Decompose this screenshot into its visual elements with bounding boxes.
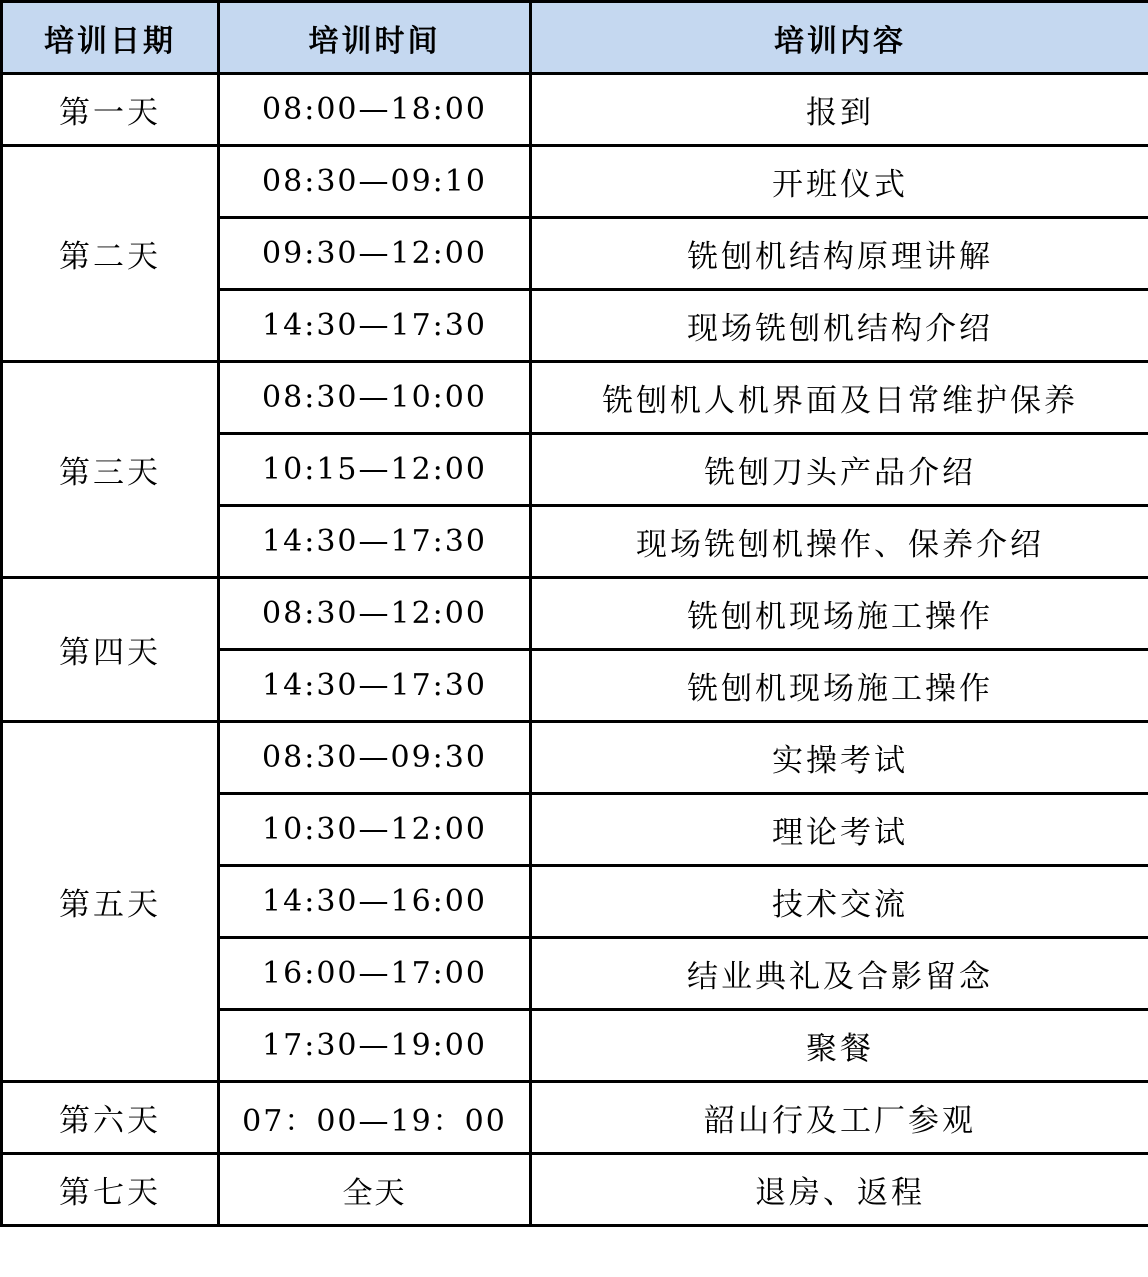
session-content: 铣刨机结构原理讲解: [531, 218, 1148, 290]
table-row: [2, 146, 1148, 218]
day-label: 第五天: [2, 722, 219, 1082]
session-time: 08:30—12:00: [219, 578, 531, 650]
session-time: 16:00—17:00: [219, 938, 531, 1010]
header-date: 培训日期: [2, 2, 219, 74]
table-row: [2, 1082, 1148, 1154]
session-content: 结业典礼及合影留念: [531, 938, 1148, 1010]
session-content: 现场铣刨机操作、保养介绍: [531, 506, 1148, 578]
session-content: 报到: [531, 74, 1148, 146]
day-label: 第一天: [2, 74, 219, 146]
session-time: 10:15—12:00: [219, 434, 531, 506]
day-label: 第七天: [2, 1154, 219, 1226]
header-row: [2, 2, 1148, 74]
session-time: 08:30—09:30: [219, 722, 531, 794]
session-content: 铣刨机现场施工操作: [531, 650, 1148, 722]
session-content: 铣刨机人机界面及日常维护保养: [531, 362, 1148, 434]
table-row: [2, 362, 1148, 434]
session-time: 08:00—18:00: [219, 74, 531, 146]
session-time: 全天: [219, 1154, 531, 1226]
day-label: 第六天: [2, 1082, 219, 1154]
session-content: 铣刨刀头产品介绍: [531, 434, 1148, 506]
session-content: 退房、返程: [531, 1154, 1148, 1226]
session-time: 17:30—19:00: [219, 1010, 531, 1082]
session-content: 铣刨机现场施工操作: [531, 578, 1148, 650]
session-time: 09:30—12:00: [219, 218, 531, 290]
session-content: 技术交流: [531, 866, 1148, 938]
session-time: 08:30—10:00: [219, 362, 531, 434]
session-content: 实操考试: [531, 722, 1148, 794]
table-row: [2, 74, 1148, 146]
table-row: [2, 722, 1148, 794]
day-label: 第四天: [2, 578, 219, 722]
table-row: [2, 1154, 1148, 1226]
session-time: 14:30—17:30: [219, 650, 531, 722]
session-content: 开班仪式: [531, 146, 1148, 218]
session-content: 聚餐: [531, 1010, 1148, 1082]
session-content: 理论考试: [531, 794, 1148, 866]
header-content: 培训内容: [531, 2, 1148, 74]
day-label: 第二天: [2, 146, 219, 362]
session-time: 14:30—17:30: [219, 506, 531, 578]
session-time: 08:30—09:10: [219, 146, 531, 218]
session-time: 14:30—16:00: [219, 866, 531, 938]
session-time: 07：00—19：00: [219, 1082, 531, 1154]
session-content: 韶山行及工厂参观: [531, 1082, 1148, 1154]
day-label: 第三天: [2, 362, 219, 578]
session-time: 10:30—12:00: [219, 794, 531, 866]
session-time: 14:30—17:30: [219, 290, 531, 362]
header-time: 培训时间: [219, 2, 531, 74]
table-row: [2, 578, 1148, 650]
session-content: 现场铣刨机结构介绍: [531, 290, 1148, 362]
